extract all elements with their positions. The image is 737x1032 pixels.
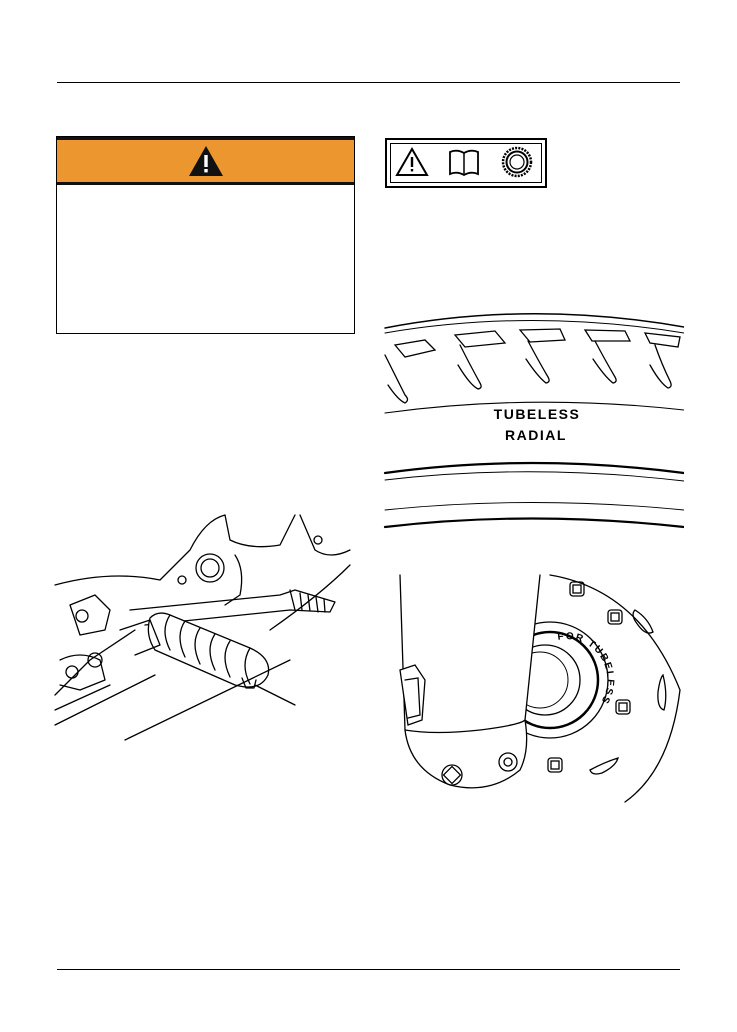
- tubeless-label: TUBELESS: [493, 406, 581, 422]
- wheel-hub-illustration: [380, 570, 684, 805]
- manual-book-icon: [447, 146, 481, 178]
- safety-symbols-box: [385, 138, 547, 188]
- footpeg-illustration: [50, 510, 362, 750]
- warning-box: [56, 136, 355, 334]
- warning-triangle-exclamation-icon: [188, 145, 224, 177]
- header-rule: [57, 82, 680, 83]
- footer-rule: [57, 969, 680, 970]
- radial-label: RADIAL: [505, 427, 567, 443]
- warning-triangle-icon: [395, 146, 429, 178]
- warning-header: [57, 137, 354, 185]
- for-tubeless-hub-label: FOR TUBELESS: [556, 630, 616, 707]
- tire-icon: [500, 146, 534, 178]
- tire-sidewall-illustration: [380, 305, 684, 535]
